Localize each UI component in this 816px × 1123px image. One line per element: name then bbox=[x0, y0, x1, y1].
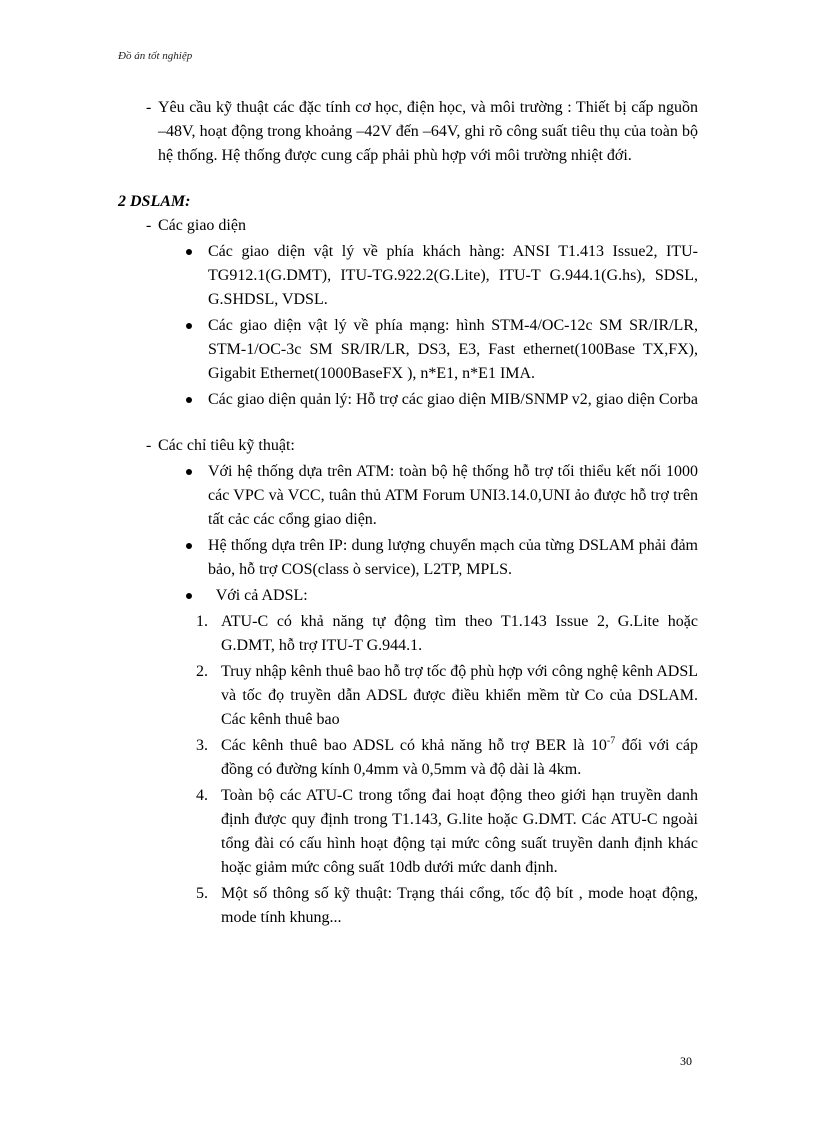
list-item-text: Các giao diện quản lý: Hỗ trợ các giao diện MIB/SNMP v2, giao diện Corba bbox=[208, 391, 698, 408]
numbered-item-text: ATU-C có khả năng tự động tìm theo T1.143 Issue 2, G.Lite hoặc G.DMT, hỗ trợ ITU-T G.944.1. bbox=[221, 613, 698, 654]
dash-marker: - bbox=[146, 437, 152, 454]
list-item-text: Với hệ thống dựa trên ATM: toàn bộ hệ thống hỗ trợ tối thiểu kết nối 1000 các VPC và VCC, tuân thủ ATM Forum UNI3.14.0,UNI ảo được hỗ trợ trên tất cảc các cổng giao diện. bbox=[208, 463, 698, 528]
item-number: 2. bbox=[196, 663, 208, 680]
specs-heading bbox=[118, 434, 698, 458]
list-item bbox=[118, 240, 698, 312]
numbered-item-text: Một số thông số kỹ thuật: Trạng thái cổng, tốc độ bít , mode hoạt động, mode tính khung... bbox=[221, 885, 698, 926]
numbered-item bbox=[118, 882, 698, 930]
list-item bbox=[118, 314, 698, 386]
bullet-icon bbox=[186, 543, 192, 549]
list-item bbox=[118, 388, 698, 412]
page-number: 30 bbox=[680, 1054, 692, 1068]
bullet-icon bbox=[186, 397, 192, 403]
numbered-item bbox=[118, 660, 698, 732]
dash-marker: - bbox=[146, 99, 152, 116]
list-item-text: Với cả ADSL: bbox=[208, 587, 308, 604]
adsl-numbered-list bbox=[118, 610, 698, 930]
page-header: Đồ án tốt nghiệp bbox=[118, 50, 193, 62]
list-item-text: Hệ thống dựa trên IP: dung lượng chuyển mạch của từng DSLAM phải đảm bảo, hỗ trợ COS(class ò service), L2TP, MPLS. bbox=[208, 537, 698, 578]
list-item-text: Các giao diện vật lý về phía khách hàng: ANSI T1.413 Issue2, ITU-TG912.1(G.DMT), ITU-TG.922.2(G.Lite), ITU-T G.944.1(G.hs), SDSL, G.SHDSL, VDSL. bbox=[208, 243, 698, 308]
bullet-icon bbox=[186, 593, 192, 599]
numbered-item bbox=[118, 784, 698, 880]
numbered-item bbox=[118, 734, 698, 782]
numbered-item-text-cont: đối với cáp đồng có đường kính 0,4mm và 0,5mm và độ dài là 4km. bbox=[221, 737, 698, 778]
requirements-text: Yêu cầu kỹ thuật các đặc tính cơ học, điện học, và môi trường : Thiết bị cấp nguồn –48V, hoạt động trong khoảng –42V đến –64V, ghi rõ công suất tiêu thụ của toàn bộ hệ thống. Hệ thống được cung cấp phải phù hợp với môi trường nhiệt đới. bbox=[158, 99, 698, 164]
numbered-item bbox=[118, 610, 698, 658]
section-title: 2 DSLAM: bbox=[118, 193, 191, 210]
bullet-icon bbox=[186, 469, 192, 475]
item-number: 3. bbox=[196, 737, 208, 754]
list-item-text: Các giao diện vật lý về phía mạng: hình STM-4/OC-12c SM SR/IR/LR, STM-1/OC-3c SM SR/IR/LR, DS3, E3, Fast ethernet(100Base TX,FX), Gigabit Ethernet(1000BaseFX ), n*E1, n*E1 IMA. bbox=[208, 317, 698, 382]
numbered-item-text: Các kênh thuê bao ADSL có khả năng hỗ trợ BER là 10 bbox=[221, 737, 607, 754]
dash-marker: - bbox=[146, 217, 152, 234]
numbered-item-text: Truy nhập kênh thuê bao hỗ trợ tốc độ phù hợp với công nghệ kênh ADSL và tốc đọ truyền dẫn ADSL được điều khiển mềm từ Co của DSLAM. Các kênh thuê bao bbox=[221, 663, 698, 728]
interfaces-heading-text: Các giao diện bbox=[158, 217, 246, 234]
interfaces-heading bbox=[118, 214, 698, 238]
requirements-paragraph bbox=[118, 96, 698, 168]
specs-heading-text: Các chỉ tiêu kỹ thuật: bbox=[158, 437, 295, 454]
numbered-item-text: Toàn bộ các ATU-C trong tổng đai hoạt động theo giới hạn truyền danh định được quy định trong T1.143, G.lite hoặc G.DMT. Các ATU-C ngoài tổng đài có cấu hình hoạt động tại mức công suất truyền danh định khác hoặc giảm mức công suất 10db dưới mức danh định. bbox=[221, 787, 698, 876]
specs-list bbox=[118, 460, 698, 608]
list-item bbox=[118, 460, 698, 532]
item-number: 5. bbox=[196, 885, 208, 902]
item-number: 4. bbox=[196, 787, 208, 804]
list-item bbox=[118, 584, 698, 608]
bullet-icon bbox=[186, 249, 192, 255]
bullet-icon bbox=[186, 323, 192, 329]
superscript-exponent: -7 bbox=[606, 735, 616, 747]
item-number: 1. bbox=[196, 613, 208, 630]
document-body bbox=[118, 96, 698, 930]
interfaces-list bbox=[118, 240, 698, 412]
list-item bbox=[118, 534, 698, 582]
